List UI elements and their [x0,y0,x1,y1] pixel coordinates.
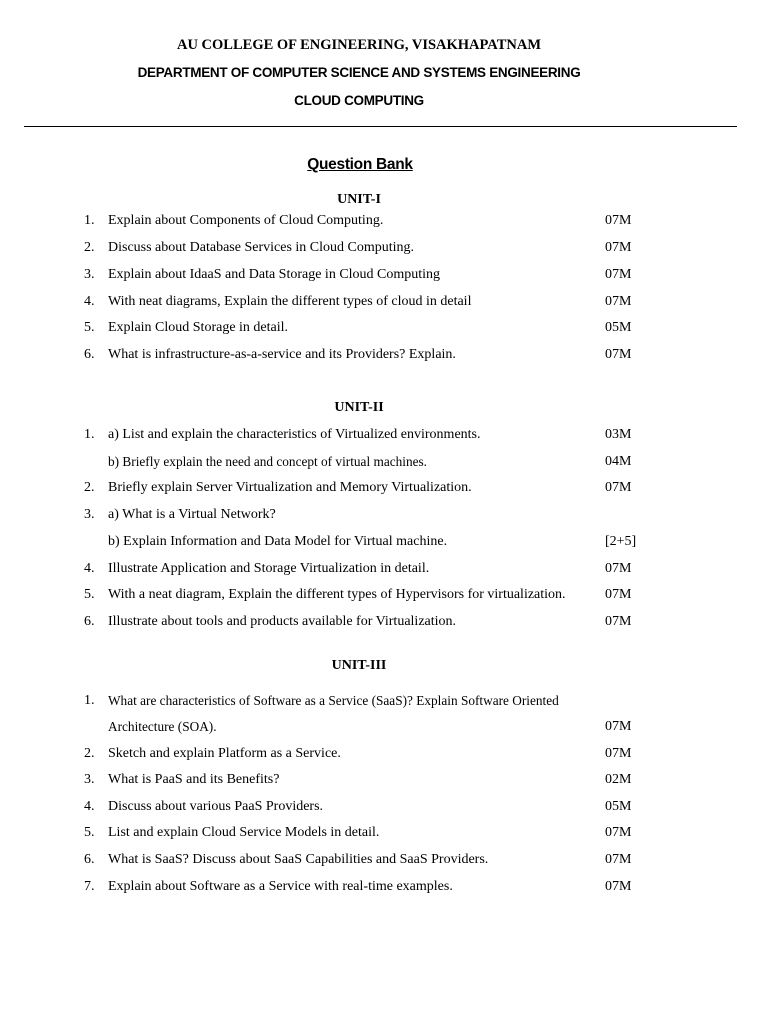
question-text: Explain about Components of Cloud Computing. [108,213,384,228]
question-marks: 07M [605,825,632,840]
college-name: AU COLLEGE OF ENGINEERING, VISAKHAPATNAM [176,37,541,53]
question-marks: 07M [605,347,632,362]
course-name: CLOUD COMPUTING [294,93,424,108]
question-row [0,507,768,529]
question-number: 5. [84,587,95,602]
question-text: Briefly explain Server Virtualization and Memory Virtualization. [108,480,472,495]
question-row [0,534,768,556]
question-row [0,320,768,342]
question-text: Discuss about Database Services in Cloud Computing. [108,240,415,255]
question-text: With neat diagrams, Explain the different types of cloud in detail [108,294,472,309]
question-text: With a neat diagram, Explain the different types of Hypervisors for virtualization. [108,587,566,602]
question-marks: 05M [605,320,632,335]
question-row [0,561,768,583]
question-text: What is PaaS and its Benefits? [108,772,280,787]
question-row [0,799,768,821]
question-marks: 07M [605,561,632,576]
question-row [0,454,768,476]
question-number: 3. [84,772,95,787]
question-row [0,693,768,715]
question-number: 1. [84,427,95,442]
page-title-text: Question Bank [307,156,413,173]
question-number: 5. [84,825,95,840]
question-row [0,825,768,847]
question-marks: 07M [605,480,632,495]
question-text: List and explain Cloud Service Models in detail. [108,825,380,840]
question-number: 6. [84,614,95,629]
question-row [0,746,768,768]
question-number: 4. [84,561,95,576]
question-row [0,614,768,636]
question-number: 2. [84,240,95,255]
unit-3-title: UNIT-III [331,658,387,673]
question-number: 1. [84,693,95,708]
question-row [0,427,768,449]
question-text: What is infrastructure-as-a-service and its Providers? Explain. [108,347,456,362]
header-divider [24,126,737,127]
question-marks: 03M [605,427,632,442]
question-row [0,852,768,874]
question-row [0,480,768,502]
question-marks: 02M [605,772,632,787]
question-text: a) List and explain the characteristics of Virtualized environments. [108,427,481,442]
question-number: 4. [84,799,95,814]
question-text: Explain about IdaaS and Data Storage in Cloud Computing [108,267,441,282]
question-marks: 07M [605,614,632,629]
question-number: 6. [84,852,95,867]
question-text: Discuss about various PaaS Providers. [108,799,324,814]
question-number: 1. [84,213,95,228]
question-number: 6. [84,347,95,362]
question-row [0,719,768,741]
question-number: 2. [84,746,95,761]
question-row [0,772,768,794]
question-text: Explain Cloud Storage in detail. [108,320,289,335]
unit-1-title: UNIT-I [337,192,381,207]
question-text: b) Explain Information and Data Model for Virtual machine. [108,534,448,549]
question-marks: 07M [605,746,632,761]
question-marks: [2+5] [605,534,637,549]
page-title [0,156,720,174]
question-marks: 07M [605,879,632,894]
question-number: 4. [84,294,95,309]
question-marks: 07M [605,852,632,867]
question-text: Illustrate about tools and products available for Virtualization. [108,614,457,629]
question-marks: 04M [605,454,632,469]
question-marks: 07M [605,267,632,282]
question-text: Architecture (SOA). [108,719,217,734]
question-marks: 07M [605,240,632,255]
question-text: a) What is a Virtual Network? [108,507,276,522]
question-text: b) Briefly explain the need and concept of virtual machines. [108,454,428,469]
question-text: Illustrate Application and Storage Virtualization in detail. [108,561,430,576]
unit-2-title: UNIT-II [334,400,384,415]
question-marks: 07M [605,213,632,228]
question-text: Explain about Software as a Service with real-time examples. [108,879,453,894]
question-text: Sketch and explain Platform as a Service. [108,746,341,761]
question-number: 3. [84,267,95,282]
question-row [0,267,768,289]
question-number: 2. [84,480,95,495]
question-number: 7. [84,879,95,894]
question-row [0,213,768,235]
department-name: DEPARTMENT OF COMPUTER SCIENCE AND SYSTEMS ENGINEERING [137,65,581,80]
question-row [0,587,768,609]
question-row [0,240,768,262]
question-marks: 07M [605,719,632,734]
question-row [0,294,768,316]
question-number: 3. [84,507,95,522]
question-marks: 05M [605,799,632,814]
question-row [0,347,768,369]
question-marks: 07M [605,587,632,602]
question-text: What is SaaS? Discuss about SaaS Capabilities and SaaS Providers. [108,852,489,867]
question-marks: 07M [605,294,632,309]
question-text: What are characteristics of Software as a Service (SaaS)? Explain Software Oriented [108,693,559,708]
question-row [0,879,768,901]
question-number: 5. [84,320,95,335]
